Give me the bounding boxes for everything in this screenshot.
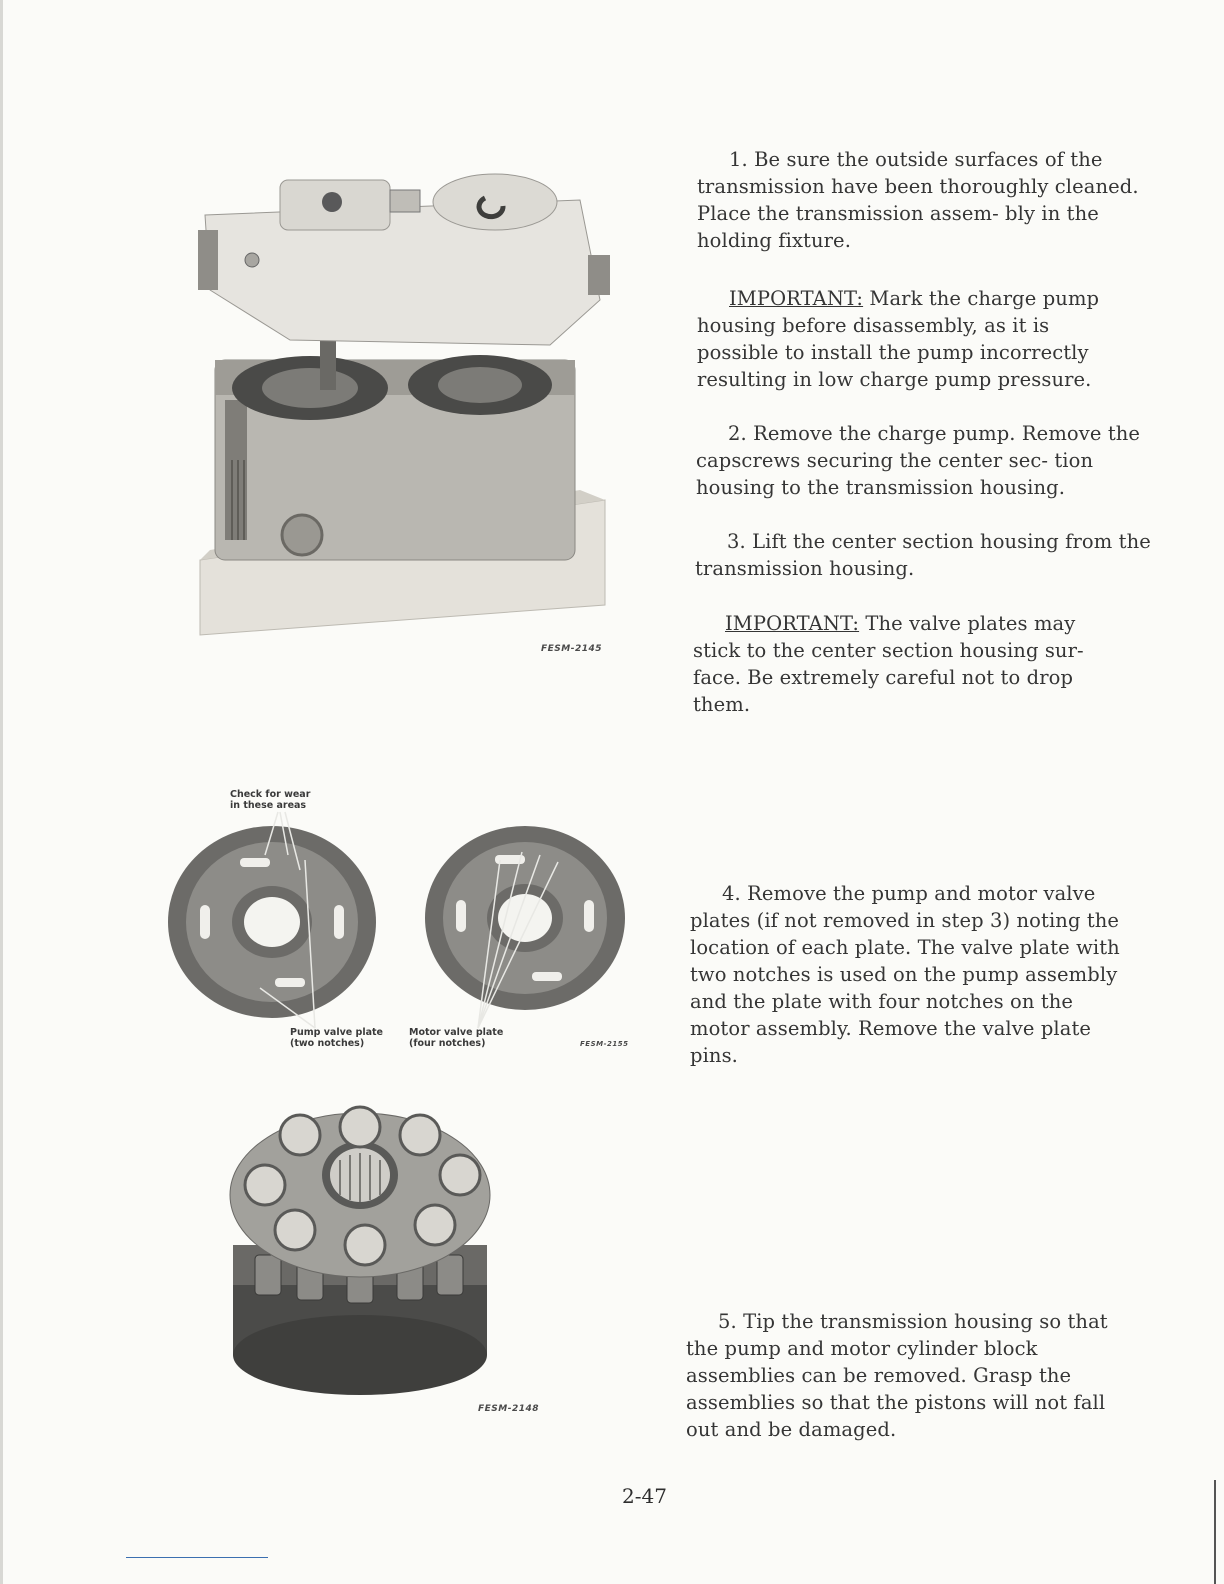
- page-left-edge: [0, 0, 3, 1584]
- pump-plate-callout: [290, 1027, 383, 1049]
- motor-plate-callout-line2: (four notches): [409, 1038, 486, 1049]
- motor-plate-callout-line1: Motor valve plate: [409, 1027, 504, 1038]
- step-2-text: 2. Remove the charge pump. Remove the capscrews securing the center sec- tion housing to the transmission housing.: [696, 422, 1141, 499]
- figure1-caption: FESM-2145: [541, 644, 603, 654]
- figure2-caption: FESM-2155: [580, 1040, 629, 1048]
- step-1-paragraph: [697, 146, 1157, 254]
- bottom-rule: [126, 1557, 268, 1558]
- step-2-paragraph: [696, 420, 1144, 501]
- important-note-2: [693, 610, 1118, 718]
- figure3-caption: FESM-2148: [478, 1404, 540, 1414]
- important-label-1: IMPORTANT:: [729, 287, 864, 310]
- important-text-2: The valve plates may stick to the center section housing sur- face. Be extremely careful not to drop them.: [693, 612, 1084, 716]
- step-5-paragraph: [686, 1308, 1111, 1443]
- important-text-1: Mark the charge pump housing before disassembly, as it is possible to install the pump incorrectly resulting in low charge pump pressure.: [697, 287, 1100, 391]
- wear-callout-line2: in these areas: [230, 800, 307, 811]
- page-number: 2-47: [622, 1484, 667, 1508]
- step-3-paragraph: [695, 528, 1165, 582]
- important-note-1: [697, 285, 1137, 393]
- pump-plate-callout-line1: Pump valve plate: [290, 1027, 383, 1038]
- page-right-edge: [1214, 1480, 1216, 1584]
- step-1-text: 1. Be sure the outside surfaces of the transmission have been thoroughly cleaned. Place the transmission assem- bly in the holding fixture.: [697, 148, 1139, 252]
- step-5-text: 5. Tip the transmission housing so that the pump and motor cylinder block assemblies can be removed. Grasp the assemblies so that the pistons will not fall out and be damaged.: [686, 1310, 1108, 1441]
- transmission-photo: [180, 160, 620, 640]
- important-label-2: IMPORTANT:: [725, 612, 860, 635]
- wear-callout-line1: Check for wear: [230, 789, 311, 800]
- step-3-text: 3. Lift the center section housing from the transmission housing.: [695, 530, 1151, 580]
- motor-plate-callout: [409, 1027, 503, 1049]
- wear-callout: [230, 789, 310, 811]
- step-4-paragraph: [690, 880, 1135, 1069]
- valve-plates-photo: [160, 810, 640, 1045]
- cylinder-block-photo: [225, 1105, 495, 1405]
- step-4-text: 4. Remove the pump and motor valve plates (if not removed in step 3) noting the location of each plate. The valve plate with two notches is used on the pump assembly and the plate with four notches on the motor assembly. Remove the valve plate pins.: [690, 882, 1120, 1067]
- pump-plate-callout-line2: (two notches): [290, 1038, 365, 1049]
